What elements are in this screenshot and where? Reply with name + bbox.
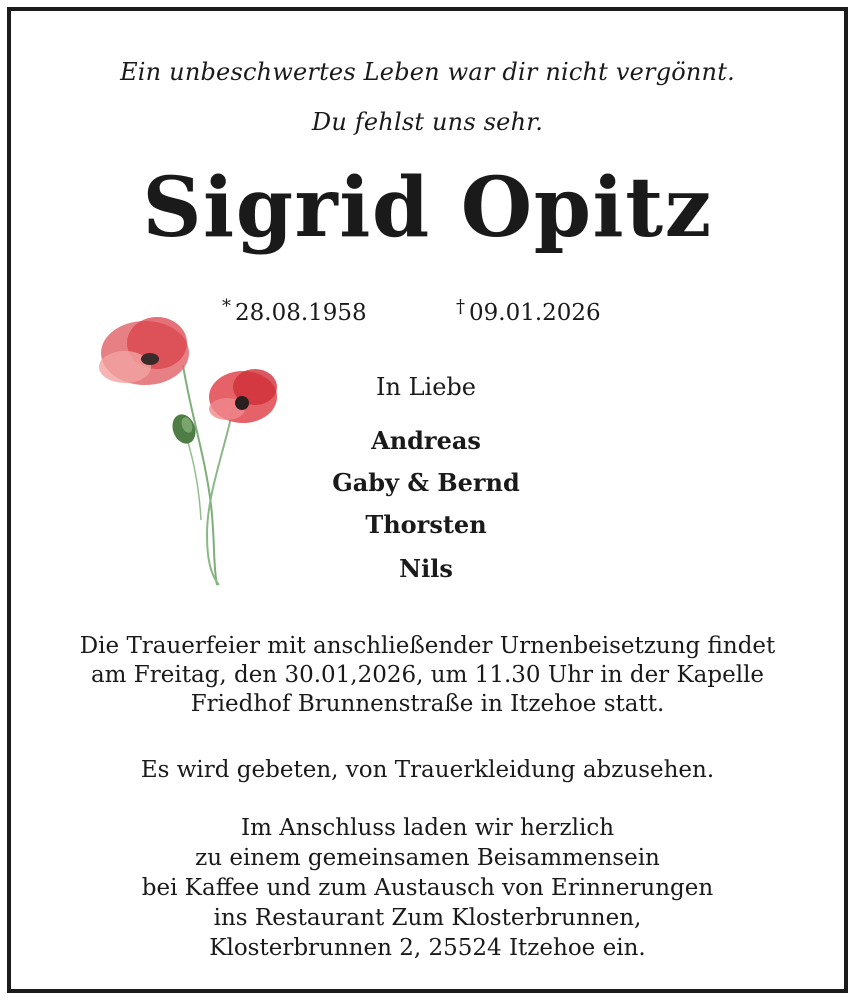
poppy-flowers-illustration [95, 305, 300, 590]
death-date-block [456, 296, 601, 326]
motto-line-2: Du fehlst uns sehr. [311, 108, 544, 136]
attire-request: Es wird gebeten, von Trauerkleidung abzusehen. [140, 757, 715, 783]
gathering-line: Im Anschluss laden wir herzlich [240, 815, 615, 841]
birth-star-icon: * [222, 296, 231, 317]
mourners-intro: In Liebe [376, 373, 476, 401]
gathering-line: zu einem gemeinsamen Beisammensein [195, 845, 660, 871]
funeral-line: Friedhof Brunnenstraße in Itzehoe statt. [190, 691, 665, 717]
death-cross-icon: † [456, 296, 465, 317]
funeral-line: am Freitag, den 30.01,2026, um 11.30 Uhr in der Kapelle [90, 662, 765, 688]
death-date: 09.01.2026 [469, 300, 601, 326]
deceased-name: Sigrid Opitz [142, 160, 713, 256]
funeral-line: Die Trauerfeier mit anschließender Urnenbeisetzung findet [79, 633, 776, 659]
mourner-name: Andreas [371, 426, 481, 455]
birth-date: 28.08.1958 [235, 300, 367, 326]
mourner-name: Thorsten [365, 510, 487, 539]
motto-line-1: Ein unbeschwertes Leben war dir nicht vergönnt. [120, 58, 735, 86]
gathering-line: bei Kaffee und zum Austausch von Erinnerungen [141, 875, 714, 901]
mourner-name: Nils [399, 554, 453, 583]
mourner-name: Gaby & Bernd [332, 468, 520, 497]
gathering-line: ins Restaurant Zum Klosterbrunnen, [213, 905, 642, 931]
gathering-line: Klosterbrunnen 2, 25524 Itzehoe ein. [209, 935, 646, 961]
